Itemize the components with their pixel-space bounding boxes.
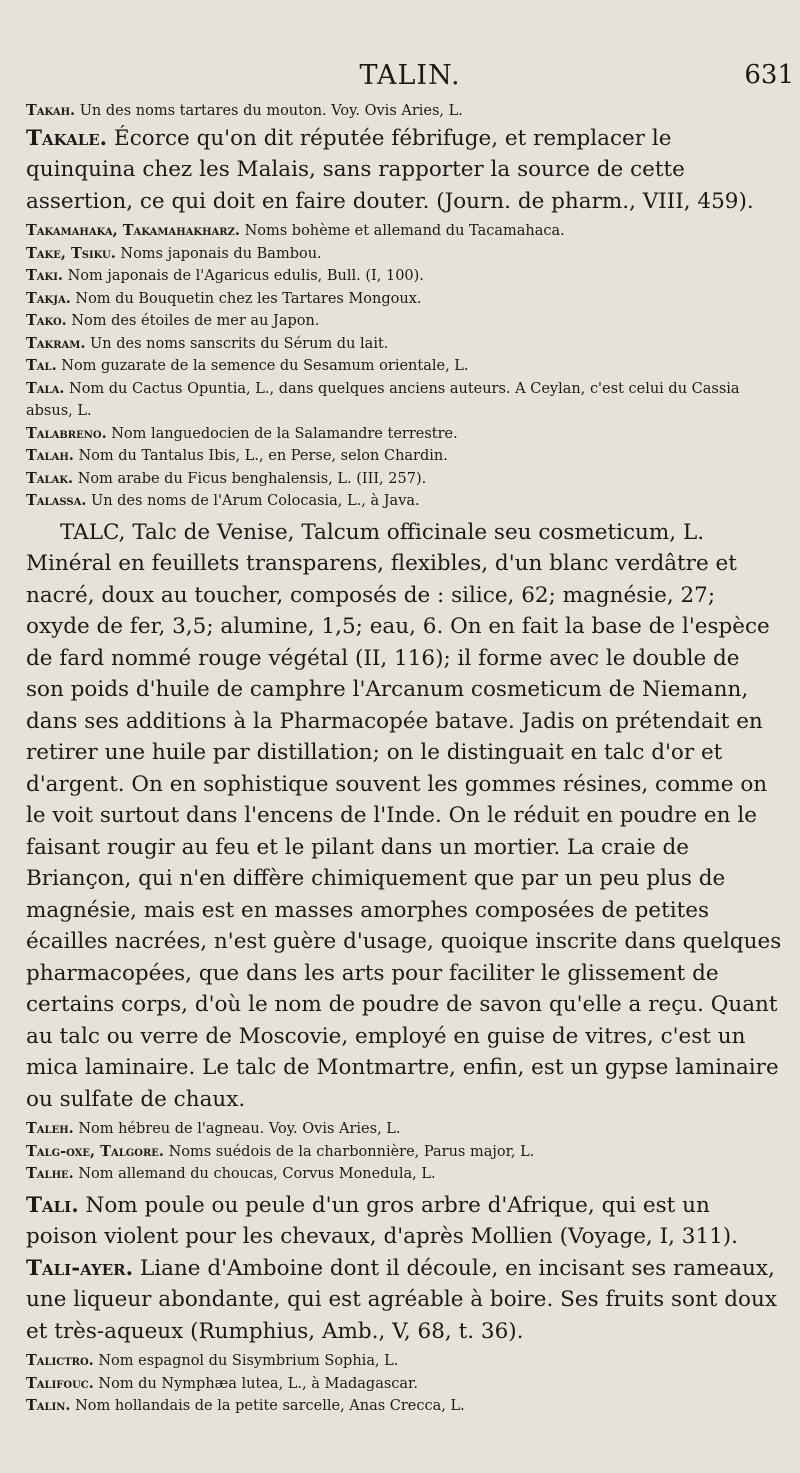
entry-take: [26, 243, 782, 266]
headword: Talin.: [26, 1397, 71, 1414]
headword: Talg-oxe, Talgore.: [26, 1142, 164, 1160]
running-header: [26, 60, 794, 94]
definition: Nom espagnol du Sisymbrium Sophia, L.: [98, 1353, 399, 1369]
definition: Nom japonais de l'Agaricus edulis, Bull. (I, 100).: [67, 268, 424, 284]
headword: Takale.: [26, 125, 108, 151]
definition: Noms bohème et allemand du Tacamahaca.: [244, 223, 565, 239]
definition: Nom du Tantalus Ibis, L., en Perse, selon Chardin.: [78, 448, 448, 464]
definition: Nom des étoiles de mer au Japon.: [71, 313, 320, 329]
entry-talhe: [26, 1163, 782, 1186]
headword: Taleh.: [26, 1120, 74, 1137]
entry-talifouc: [26, 1373, 782, 1396]
entry-taki: [26, 265, 782, 288]
headword: Talak.: [26, 469, 74, 487]
definition: Nom allemand du choucas, Corvus Monedula, L.: [78, 1166, 436, 1182]
definition: Un des noms tartares du mouton. Voy. Ovis Aries, L.: [79, 103, 463, 119]
entry-talassa: [26, 490, 782, 513]
definition: Talc de Venise, Talcum officinale seu cosmeticum, L. Minéral en feuillets transparens, flexibles, d'un blanc verdâtre et nacré, doux au toucher, composés de : silice, 62; magnésie, 27; oxyde de fer, 3,5; alumine, 1,5; eau, 6. On en fait la base de l'espèce de fard nommé rouge végétal (II, 116); il forme avec le double de son poids d'huile de camphre l'Arcanum cosmeticum de Niemann, dans ses additions à la Pharmacopée batave. Jadis on prétendait en retirer une huile par distillation; on le distinguait en talc d'or et d'argent. On en sophistique souvent les gommes résines, comme on le voit surtout dans l'encens de l'Inde. On le réduit en poudre en le faisant rougir au feu et le pilant dans un mortier. La craie de Briançon, qui n'en diffère chimiquement que par un peu plus de magnésie, mais est en masses amorphes composées de petites écailles nacrées, n'est guère d'usage, quoique inscrite dans quelques pharmacopées, que dans les arts pour faciliter le glissement de certains corps, d'où le nom de poudre de savon qu'elle a reçu. Quant au talc ou verre de Moscovie, employé en guise de vitres, c'est un mica laminaire. Le talc de Montmartre, enfin, est un gypse laminaire ou sulfate de chaux.: [26, 519, 782, 1112]
entry-list: [26, 100, 782, 1418]
entry-takamahaka: [26, 220, 782, 243]
page-number: 631: [744, 60, 794, 90]
entry-talah: [26, 445, 782, 468]
headword: Tali.: [26, 1192, 79, 1218]
headword: TALC,: [60, 519, 126, 545]
entry-talin: [26, 1395, 782, 1418]
definition: Nom hébreu de l'agneau. Voy. Ovis Aries, L.: [78, 1121, 401, 1137]
definition: Nom hollandais de la petite sarcelle, Anas Crecca, L.: [75, 1398, 465, 1414]
definition: Noms japonais du Bambou.: [120, 245, 322, 262]
headword: Tala.: [26, 379, 65, 397]
headword: Tal.: [26, 357, 57, 374]
entry-tali: [26, 1190, 782, 1253]
headword: Takah.: [26, 102, 76, 119]
definition: Nom languedocien de la Salamandre terrestre.: [111, 425, 458, 442]
definition: Nom poule ou peule d'un gros arbre d'Afrique, qui est un poison violent pour les chevaux, d'après Mollien (Voyage, I, 311).: [26, 1192, 739, 1249]
definition: Nom guzarate de la semence du Sesamum orientale, L.: [61, 358, 469, 374]
headword: Takamahaka, Takamahakharz.: [26, 222, 240, 239]
entry-talc: [26, 517, 782, 1116]
entry-taleh: [26, 1118, 782, 1141]
entry-tal: [26, 355, 782, 378]
definition: Un des noms sanscrits du Sérum du lait.: [90, 335, 389, 352]
definition: Nom arabe du Ficus benghalensis, L. (III, 257).: [77, 470, 427, 487]
entry-talak: [26, 468, 782, 491]
headword: Take, Tsiku.: [26, 244, 116, 262]
headword: Takja.: [26, 289, 71, 307]
headword: Taki.: [26, 267, 63, 284]
entry-tali-ayer: [26, 1253, 782, 1348]
definition: Nom du Cactus Opuntia, L., dans quelques anciens auteurs. A Ceylan, c'est celui du Cassia absus, L.: [26, 380, 740, 419]
entry-tako: [26, 310, 782, 333]
headword: Talah.: [26, 447, 74, 464]
entry-tala: [26, 378, 782, 423]
headword: Tako.: [26, 312, 67, 329]
entry-takah: [26, 100, 782, 123]
headword: Tali-ayer.: [26, 1255, 134, 1281]
entry-takram: [26, 333, 782, 356]
entry-talg-oxe: [26, 1141, 782, 1164]
definition: Un des noms de l'Arum Colocasia, L., à Java.: [90, 493, 420, 509]
running-title: TALIN.: [359, 60, 461, 91]
headword: Talabreno.: [26, 424, 107, 442]
entry-talictro: [26, 1350, 782, 1373]
definition: Écorce qu'on dit réputée fébrifuge, et remplacer le quinquina chez les Malais, sans rapporter la source de cette assertion, ce qui doit en faire douter. (Journ. de pharm., VIII, 459).: [26, 125, 754, 214]
definition: Nom du Nymphæa lutea, L., à Madagascar.: [98, 1375, 419, 1392]
headword: Talhe.: [26, 1165, 74, 1182]
entry-talabreno: [26, 423, 782, 446]
definition: Liane d'Amboine dont il découle, en incisant ses rameaux, une liqueur abondante, qui est agréable à boire. Ses fruits sont doux et très-aqueux (Rumphius, Amb., V, 68, t. 36).: [26, 1255, 777, 1344]
headword: Takram.: [26, 334, 86, 352]
headword: Talifouc.: [26, 1374, 94, 1392]
headword: Talictro.: [26, 1352, 94, 1369]
definition: Noms suédois de la charbonnière, Parus major, L.: [168, 1143, 535, 1160]
headword: Talassa.: [26, 492, 87, 509]
entry-takale: [26, 123, 782, 218]
definition: Nom du Bouquetin chez les Tartares Mongoux.: [75, 290, 422, 307]
entry-takja: [26, 288, 782, 311]
